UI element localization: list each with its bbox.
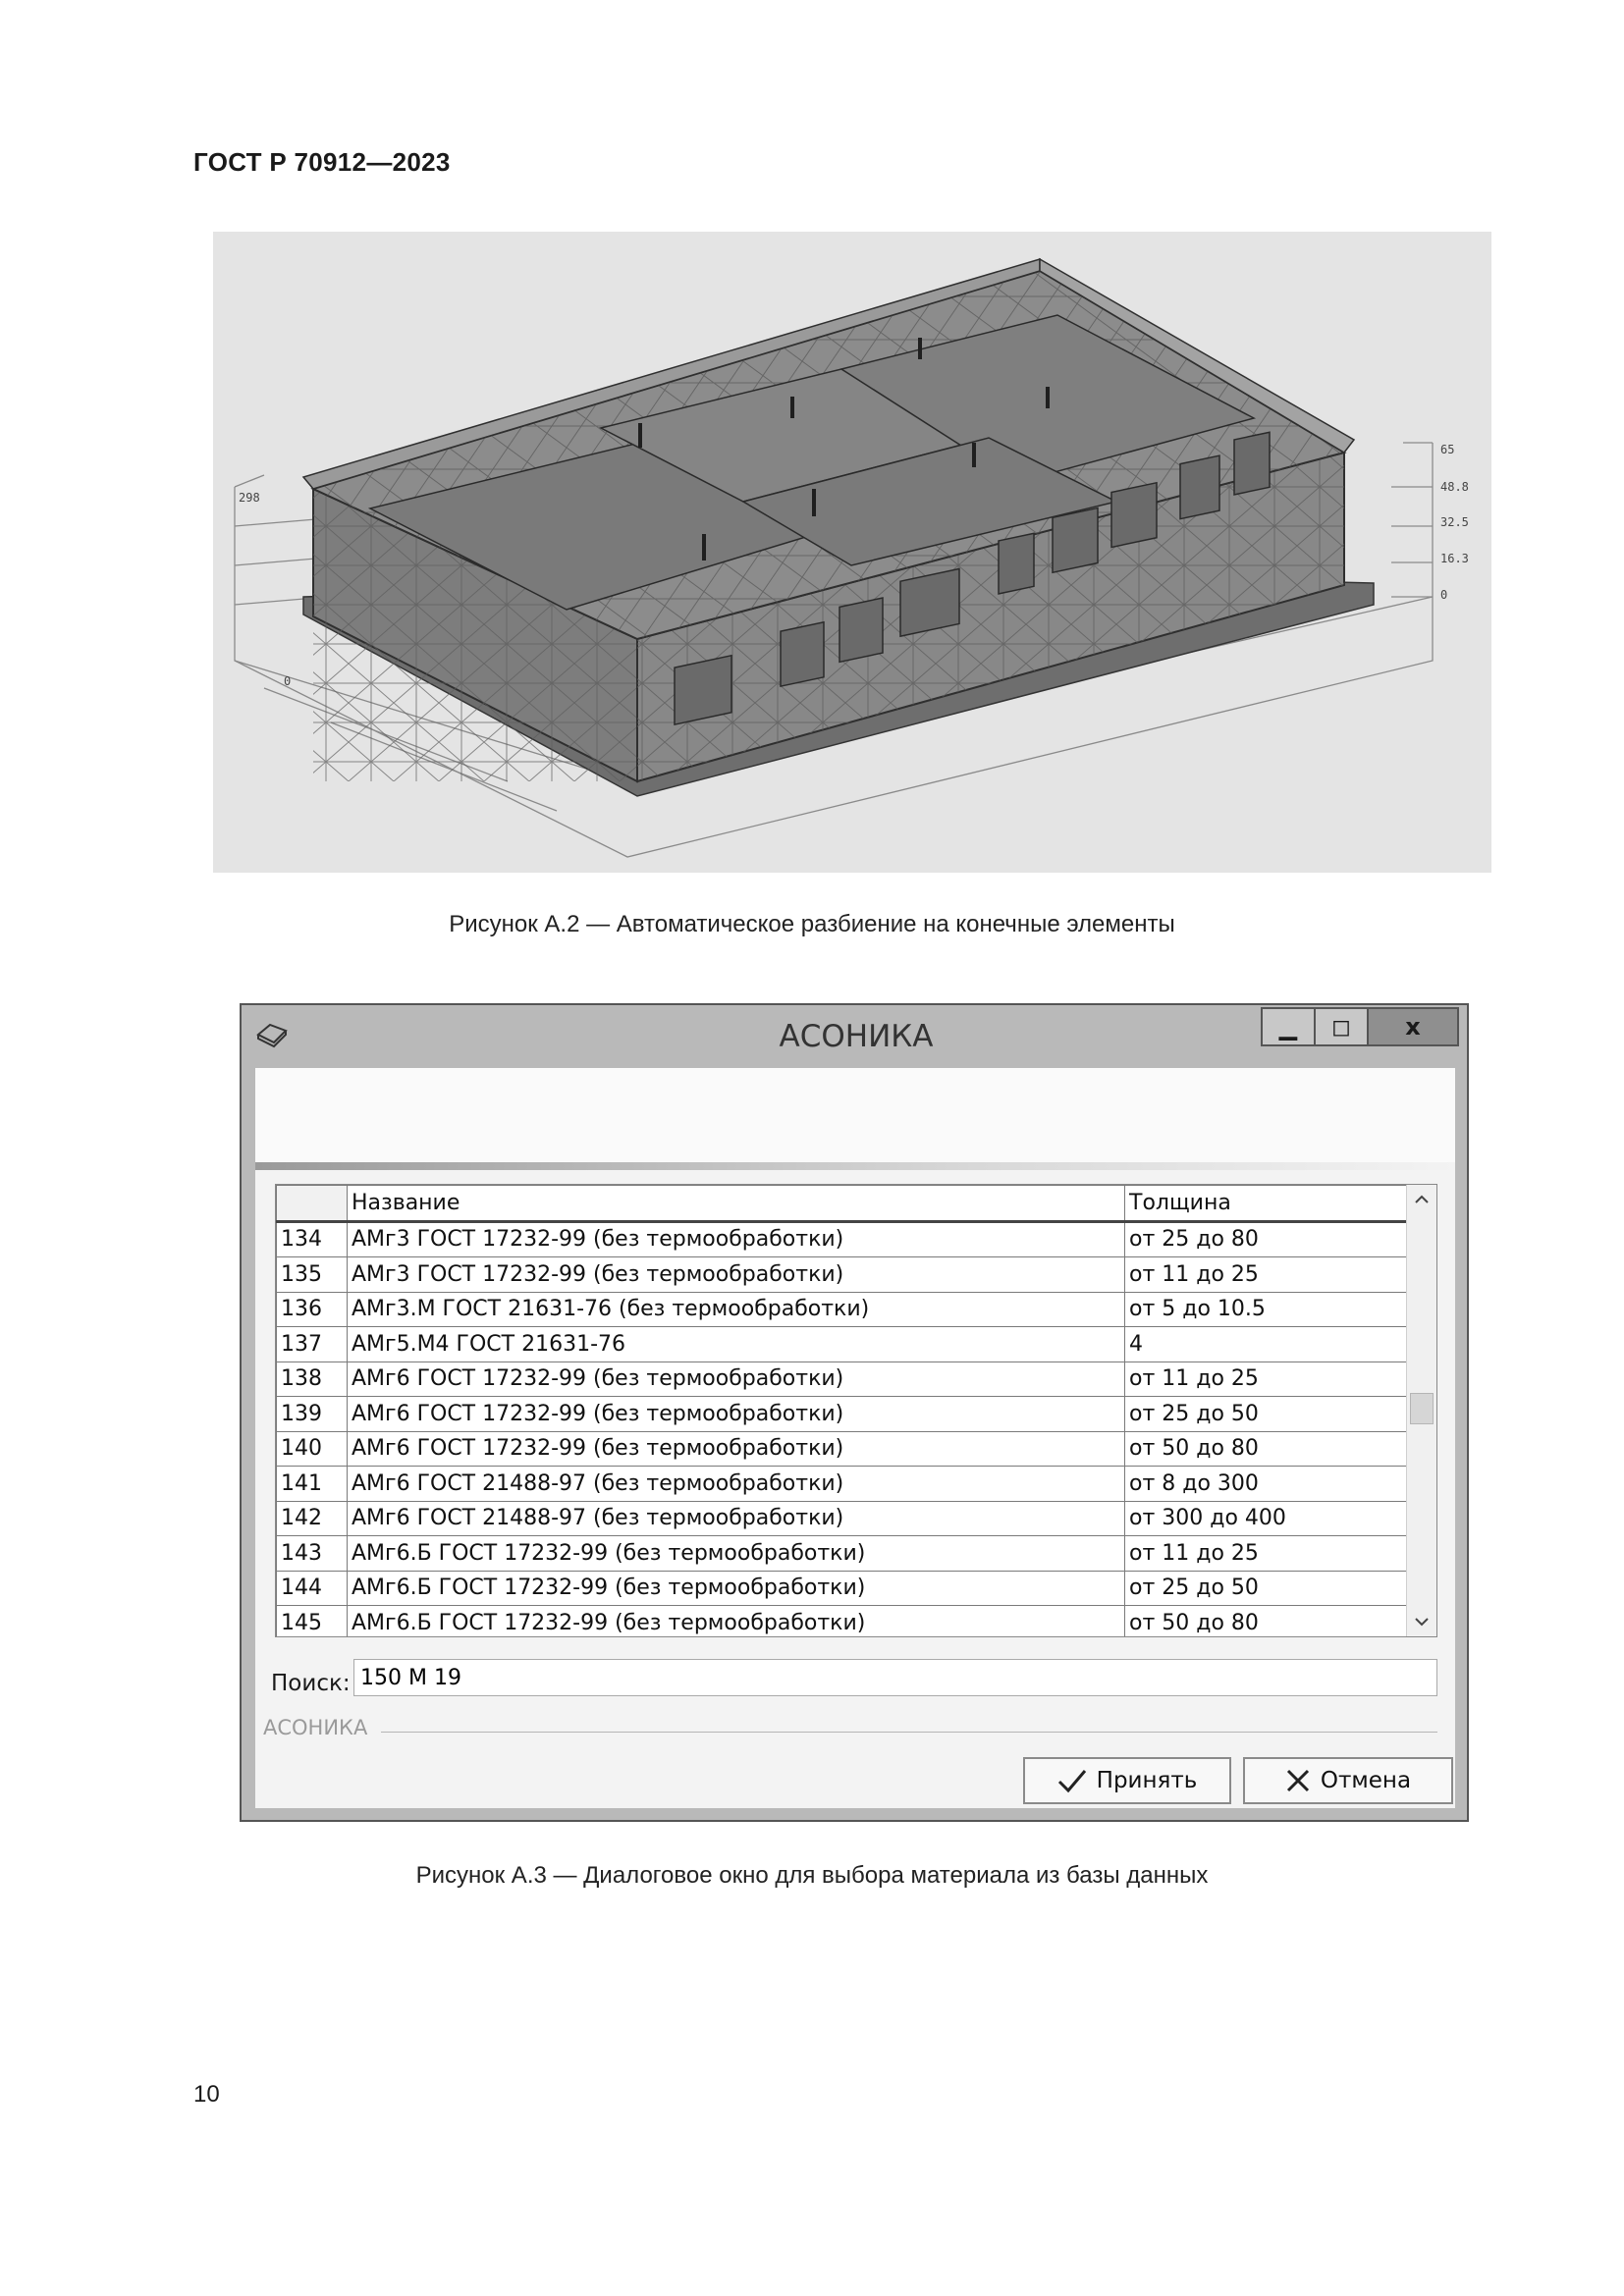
table-row[interactable]	[277, 1467, 1410, 1502]
cancel-button[interactable]	[1243, 1757, 1453, 1804]
material-name: АМг6.Б ГОСТ 17232-99 (без термообработки)	[348, 1606, 1125, 1638]
scroll-up-chevron-icon[interactable]	[1407, 1185, 1436, 1214]
row-number: 136	[277, 1292, 348, 1327]
column-header-name[interactable]: Название	[348, 1186, 1125, 1222]
material-name: АМг6 ГОСТ 21488-97 (без термообработки)	[348, 1501, 1125, 1536]
window-title: АСОНИКА	[779, 1019, 934, 1054]
row-number: 143	[277, 1536, 348, 1572]
figure-caption-a3: Рисунок А.3 — Диалоговое окно для выбора материала из базы данных	[415, 1862, 1209, 1889]
axis-label-z-right-2: 32.5	[1440, 515, 1469, 529]
footer-brand-label: АСОНИКА	[263, 1716, 368, 1739]
material-thickness: от 8 до 300	[1125, 1467, 1410, 1502]
material-name: АМг3.М ГОСТ 21631-76 (без термообработки)	[348, 1292, 1125, 1327]
material-thickness: от 5 до 10.5	[1125, 1292, 1410, 1327]
row-number: 144	[277, 1571, 348, 1606]
row-number: 137	[277, 1327, 348, 1362]
accept-button[interactable]	[1023, 1757, 1231, 1804]
material-thickness: от 11 до 25	[1125, 1362, 1410, 1397]
material-thickness: 4	[1125, 1327, 1410, 1362]
row-number: 135	[277, 1257, 348, 1293]
material-thickness: от 50 до 80	[1125, 1431, 1410, 1467]
material-thickness: от 25 до 50	[1125, 1571, 1410, 1606]
checkmark-icon	[1057, 1768, 1087, 1793]
axis-label-z-right-1: 48.8	[1440, 480, 1469, 494]
table-row[interactable]	[277, 1501, 1410, 1536]
axis-label-z-right-3: 16.3	[1440, 552, 1469, 565]
row-number: 134	[277, 1221, 348, 1257]
table-row[interactable]	[277, 1292, 1410, 1327]
minimize-button[interactable]: ▁	[1261, 1007, 1316, 1046]
maximize-button[interactable]: ◻	[1314, 1007, 1369, 1046]
materials-table	[276, 1185, 1410, 1637]
fem-mesh-figure	[213, 232, 1491, 873]
row-number: 145	[277, 1606, 348, 1638]
table-row[interactable]	[277, 1606, 1410, 1638]
gradient-divider	[255, 1162, 1455, 1170]
row-number: 138	[277, 1362, 348, 1397]
material-name: АМг3 ГОСТ 17232-99 (без термообработки)	[348, 1257, 1125, 1293]
dialog-client-area	[255, 1068, 1455, 1808]
material-name: АМг6.Б ГОСТ 17232-99 (без термообработки)	[348, 1536, 1125, 1572]
close-button[interactable]: x	[1367, 1007, 1459, 1046]
material-name: АМг6 ГОСТ 17232-99 (без термообработки)	[348, 1397, 1125, 1432]
table-row[interactable]	[277, 1431, 1410, 1467]
vertical-scrollbar[interactable]	[1406, 1185, 1436, 1636]
table-row[interactable]	[277, 1362, 1410, 1397]
fem-mesh-render	[213, 232, 1491, 873]
row-number: 141	[277, 1467, 348, 1502]
material-name: АМг6 ГОСТ 17232-99 (без термообработки)	[348, 1431, 1125, 1467]
material-thickness: от 11 до 25	[1125, 1536, 1410, 1572]
material-thickness: от 300 до 400	[1125, 1501, 1410, 1536]
scroll-down-chevron-icon[interactable]	[1407, 1607, 1436, 1636]
figure-caption-a2: Рисунок А.2 — Автоматическое разбиение на конечные элементы	[449, 911, 1175, 937]
material-thickness: от 25 до 50	[1125, 1397, 1410, 1432]
table-row[interactable]	[277, 1571, 1410, 1606]
column-header-num	[277, 1186, 348, 1222]
material-name: АМг6 ГОСТ 21488-97 (без термообработки)	[348, 1467, 1125, 1502]
close-x-icon	[1285, 1768, 1311, 1793]
axis-label-z-left: 298	[239, 491, 260, 505]
material-name: АМг5.М4 ГОСТ 21631-76	[348, 1327, 1125, 1362]
search-input[interactable]	[353, 1659, 1437, 1696]
asonika-dialog-window	[240, 1003, 1469, 1822]
table-header-row	[277, 1186, 1410, 1222]
row-number: 139	[277, 1397, 348, 1432]
table-row[interactable]	[277, 1221, 1410, 1257]
page-number: 10	[193, 2081, 220, 2108]
table-row[interactable]	[277, 1397, 1410, 1432]
scroll-thumb[interactable]	[1410, 1393, 1434, 1424]
material-thickness: от 50 до 80	[1125, 1606, 1410, 1638]
axis-label-x-zero: 0	[284, 674, 292, 688]
column-header-thickness[interactable]: Толщина	[1125, 1186, 1410, 1222]
table-row[interactable]	[277, 1257, 1410, 1293]
footer-divider	[381, 1732, 1437, 1733]
top-panel	[255, 1068, 1455, 1162]
material-thickness: от 11 до 25	[1125, 1257, 1410, 1293]
search-label: Поиск:	[271, 1671, 351, 1696]
table-row[interactable]	[277, 1327, 1410, 1362]
row-number: 140	[277, 1431, 348, 1467]
material-thickness: от 25 до 80	[1125, 1221, 1410, 1257]
cancel-button-label: Отмена	[1320, 1768, 1412, 1793]
material-name: АМг6.Б ГОСТ 17232-99 (без термообработки)	[348, 1571, 1125, 1606]
axis-label-z-right-0: 65	[1440, 443, 1455, 456]
materials-grid[interactable]	[275, 1184, 1437, 1637]
material-name: АМг3 ГОСТ 17232-99 (без термообработки)	[348, 1221, 1125, 1257]
document-header: ГОСТ Р 70912—2023	[193, 147, 451, 177]
row-number: 142	[277, 1501, 348, 1536]
material-name: АМг6 ГОСТ 17232-99 (без термообработки)	[348, 1362, 1125, 1397]
table-row[interactable]	[277, 1536, 1410, 1572]
accept-button-label: Принять	[1096, 1768, 1198, 1793]
axis-label-z-right-4: 0	[1440, 588, 1448, 602]
